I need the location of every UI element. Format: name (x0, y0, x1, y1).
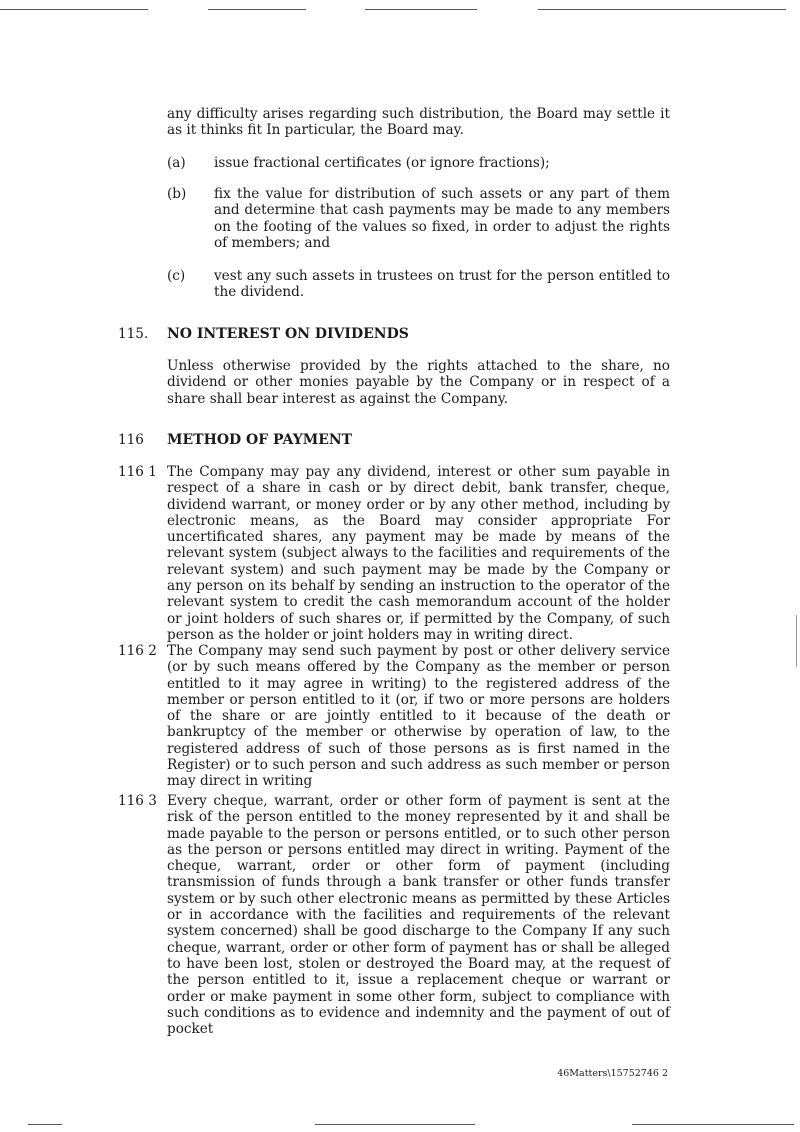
section-115-number: 115. (118, 326, 149, 342)
bottom-rule-3 (632, 1124, 794, 1125)
top-rule-2 (208, 9, 306, 10)
clause-116-2-text: The Company may send such payment by post or other delivery service (or by such means offered by the Company as the member or person entitled to it may agree in writing) to the registered address of the member or person entitled to it (or, if two or more persons are holders of the share or are jointly entitled to it because of the death or bankruptcy of the member or otherwise by operation of law, to the registered address of such of those persons as is first named in the Register) or to such person and such address as such member or person may direct in writing (167, 643, 670, 790)
clause-116-1-number: 116 1 (118, 464, 157, 480)
bottom-rule-1 (28, 1124, 62, 1125)
subclause-a-label: (a) (167, 155, 186, 171)
section-116-title: METHOD OF PAYMENT (167, 432, 353, 448)
subclause-c-label: (c) (167, 268, 186, 284)
clause-116-3-number: 116 3 (118, 793, 157, 809)
intro-paragraph: any difficulty arises regarding such distribution, the Board may settle it as it thinks fit In particular, the Board may. (167, 106, 670, 139)
top-rule-1 (0, 9, 148, 10)
clause-116-2-number: 116 2 (118, 643, 157, 659)
top-rule-4 (538, 9, 786, 10)
clause-116-3-text: Every cheque, warrant, order or other form of payment is sent at the risk of the person entitled to the money represented by it and shall be made payable to the person or persons entitled, or to such other person as the person or persons entitled may direct in writing. Payment of the cheque, warrant, order or other form of payment (including transmission of funds through a bank transfer or other funds transfer system or by such other electronic means as permitted by these Articles or in accordance with the facilities and requirements of the relevant system concerned) shall be good discharge to the Company If any such cheque, warrant, order or other form of payment has or shall be alleged to have been lost, stolen or destroyed the Board may, at the request of the person entitled to it, issue a replacement cheque or warrant or order or make payment in some other form, subject to compliance with such conditions as to evidence and indemnity and the payment of out of pocket (167, 793, 670, 1038)
section-115-title: NO INTEREST ON DIVIDENDS (167, 326, 409, 342)
bottom-rule-2 (315, 1124, 475, 1125)
top-rule-3 (365, 9, 477, 10)
margin-mark (796, 615, 797, 667)
subclause-a-text: issue fractional certificates (or ignore fractions); (214, 155, 550, 171)
subclause-b-text: fix the value for distribution of such assets or any part of them and determine that cash payments may be made to any members on the footing of the values so fixed, in order to adjust the rights of members; and (214, 186, 670, 251)
section-115-text: Unless otherwise provided by the rights attached to the share, no dividend or other monies payable by the Company or in respect of a share shall bear interest as against the Company. (167, 358, 670, 407)
section-116-number: 116 (118, 432, 144, 448)
footer-reference: 46Matters\15752746 2 (557, 1068, 668, 1079)
subclause-b-label: (b) (167, 186, 187, 202)
clause-116-1-text: The Company may pay any dividend, interest or other sum payable in respect of a share in cash or by direct debit, bank transfer, cheque, dividend warrant, or money order or by any other method, including by electronic means, as the Board may consider appropriate For uncertificated shares, any payment may be made by means of the relevant system (subject always to the facilities and requirements of the relevant system) and such payment may be made by the Company or any person on its behalf by sending an instruction to the operator of the relevant system to credit the cash memorandum account of the holder or joint holders of such shares or, if permitted by the Company, of such person as the holder or joint holders may in writing direct. (167, 464, 670, 643)
subclause-c-text: vest any such assets in trustees on trust for the person entitled to the dividend. (214, 268, 670, 301)
